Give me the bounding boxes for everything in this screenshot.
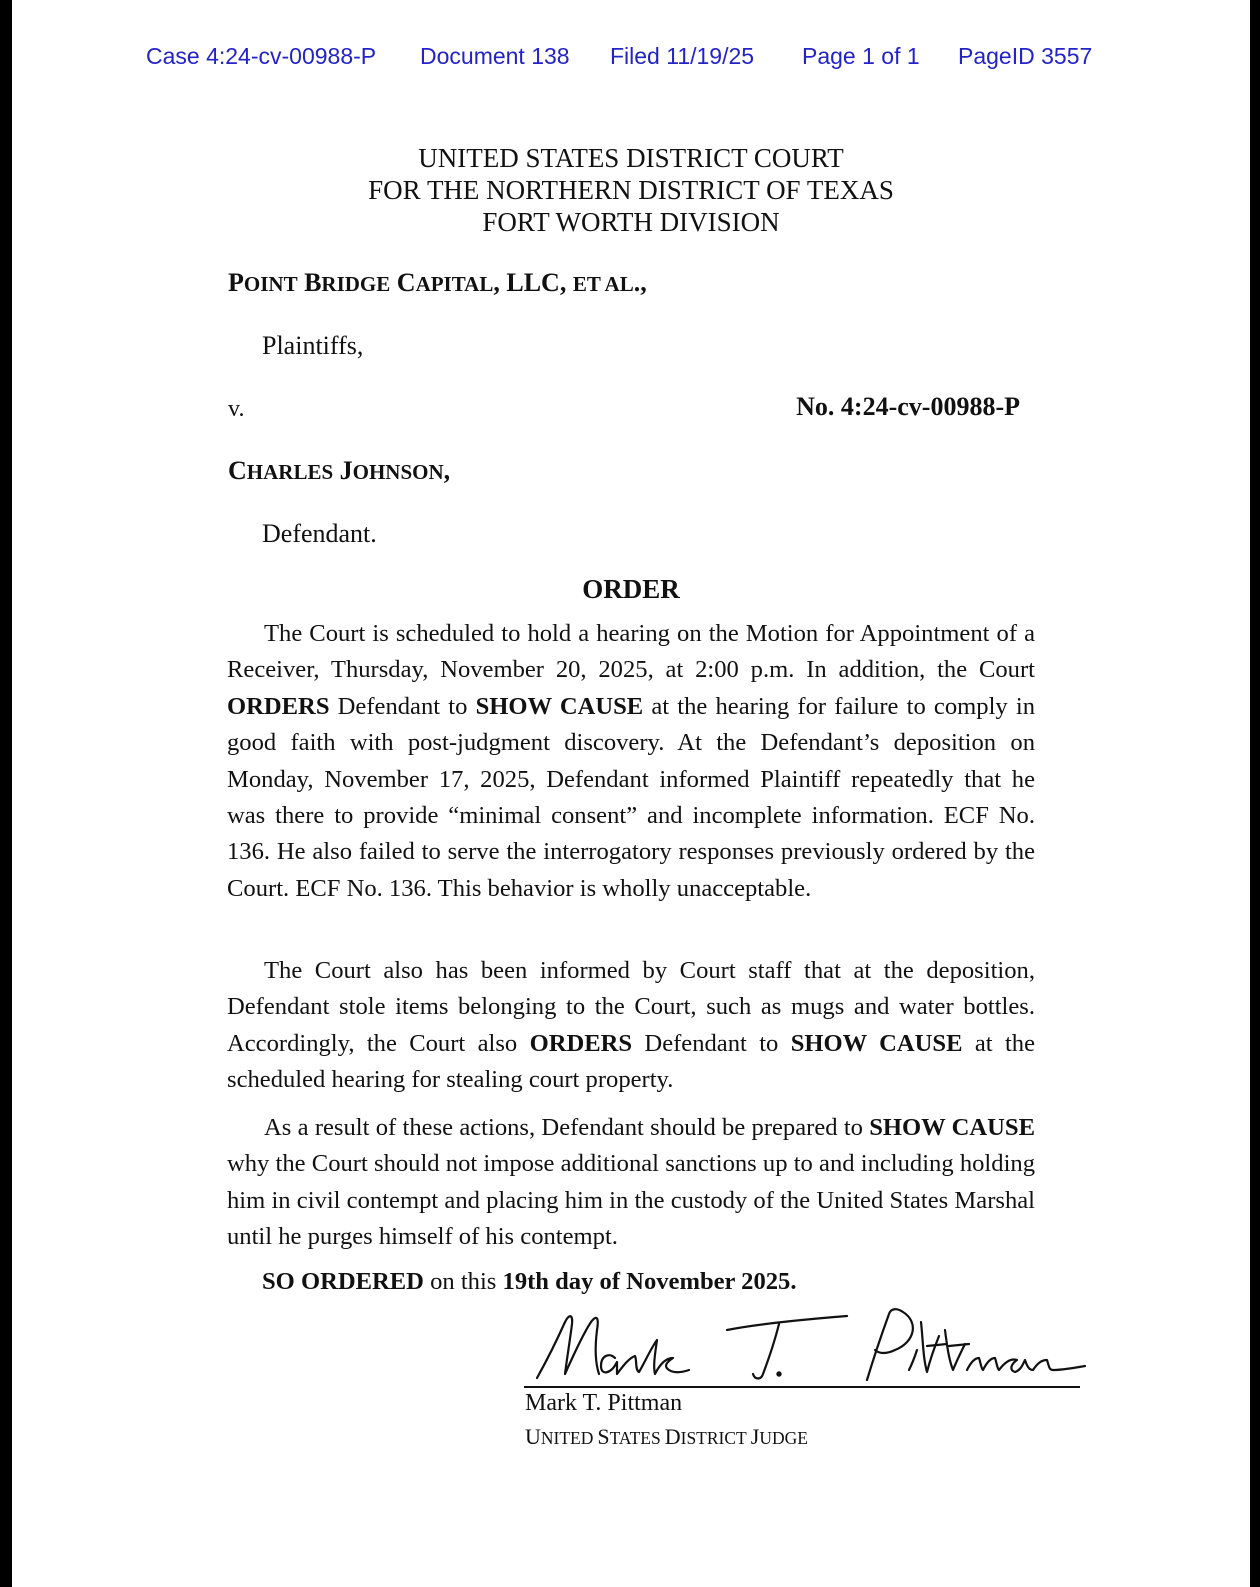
- defendant-role: Defendant.: [262, 519, 377, 548]
- paragraph-1: The Court is scheduled to hold a hearing on the Motion for Appointment of a Receiver, Thursday, November 20, 2025, at 2:00 p.m. In addition, the Court ORDERS Defendant to SHOW CAUSE at the hearing for failure to comply in good faith with post-judgment discovery. At the Defendant’s deposition on Monday, November 17, 2025, Defendant informed Plaintiff repeatedly that he was there to provide “minimal consent” and incomplete information. ECF No. 136. He also failed to serve the interrogatory responses previously ordered by the Court. ECF No. 136. This behavior is wholly unacceptable.: [227, 620, 1035, 902]
- header-page-id: PageID 3557: [958, 43, 1093, 69]
- court-heading: [12, 142, 1250, 238]
- so-ordered-line: SO ORDERED on this 19th day of November 2025.: [262, 1268, 797, 1295]
- document-page: [12, 0, 1250, 1587]
- case-number: No. 4:24-cv-00988-P: [796, 392, 1020, 421]
- judge-signature: [517, 1300, 1097, 1392]
- court-line-3: FORT WORTH DIVISION: [482, 207, 780, 237]
- header-case-number: Case 4:24-cv-00988-P: [146, 43, 377, 69]
- defendant-name: CHARLES JOHNSON,: [228, 456, 451, 485]
- paragraph-2: The Court also has been informed by Court staff that at the deposition, Defendant stole items belonging to the Court, such as mugs and water bottles. Accordingly, the Court also ORDERS Defendant to SHOW CAUSE at the scheduled hearing for stealing court property.: [227, 957, 1035, 1094]
- judge-name: Mark T. Pittman: [525, 1390, 683, 1416]
- signature-line: [524, 1386, 1080, 1388]
- plaintiff-name: POINT BRIDGE CAPITAL, LLC, ET AL.,: [228, 268, 647, 297]
- plaintiff-role: Plaintiffs,: [262, 331, 364, 360]
- versus-label: v.: [228, 396, 245, 422]
- judge-title: UNITED STATES DISTRICT JUDGE: [525, 1424, 808, 1449]
- header-page-count: Page 1 of 1: [802, 43, 920, 69]
- order-title: ORDER: [582, 574, 680, 604]
- court-line-2: FOR THE NORTHERN DISTRICT OF TEXAS: [368, 175, 894, 205]
- header-document-number: Document 138: [420, 43, 570, 69]
- paragraph-3: As a result of these actions, Defendant should be prepared to SHOW CAUSE why the Court should not impose additional sanctions up to and including holding him in civil contempt and placing him in the custody of the United States Marshal until he purges himself of his contempt.: [227, 1114, 1035, 1251]
- header-filed-date: Filed 11/19/25: [610, 43, 755, 69]
- court-line-1: UNITED STATES DISTRICT COURT: [418, 143, 844, 173]
